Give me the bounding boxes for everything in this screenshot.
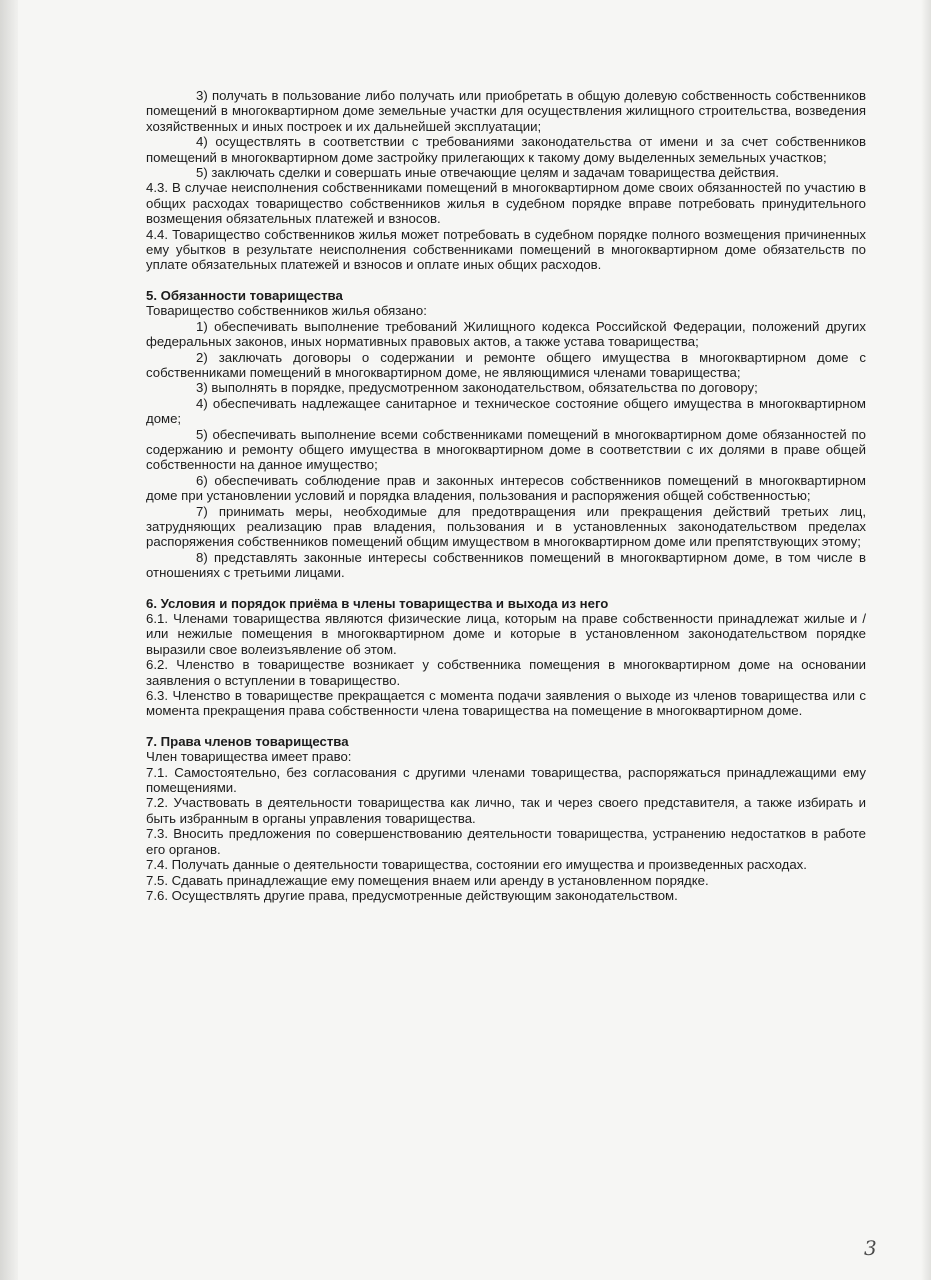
section-5-item-8: 8) представлять законные интересы собственников помещений в многоквартирном доме, в том числе в отношениях с третьими лицами. [146, 549, 866, 581]
page-right-edge [921, 0, 931, 1280]
paragraph-4-2-item-3: 3) получать в пользование либо получать или приобретать в общую долевую собственность собственников помещений в многоквартирном доме земельные участки для осуществления жилищного строительства, возведения хозяйственных и иных построек и их дальнейшей эксплуатации; [146, 88, 866, 134]
section-5-item-3: 3) выполнять в порядке, предусмотренном законодательством, обязательства по договору; [196, 380, 758, 396]
section-7-item-4: 7.4. Получать данные о деятельности товарищества, состоянии его имущества и произведенных расходах. [146, 857, 807, 873]
section-7-intro: Член товарищества имеет право: [146, 749, 352, 765]
section-7-item-3: 7.3. Вносить предложения по совершенствованию деятельности товарищества, устранению недостатков в работе его органов. [146, 826, 866, 857]
page-fold-shadow [0, 0, 18, 1280]
section-5-item-4: 4) обеспечивать надлежащее санитарное и техническое состояние общего имущества в многоквартирном доме; [146, 395, 866, 427]
section-7-item-1: 7.1. Самостоятельно, без согласования с другими членами товарищества, распоряжаться принадлежащими ему помещениями. [146, 764, 866, 796]
section-7-item-5: 7.5. Сдавать принадлежащие ему помещения внаем или аренду в установленном порядке. [146, 872, 709, 888]
document-body [146, 88, 866, 903]
paragraph-4-4: 4.4. Товарищество собственников жилья может потребовать в судебном порядке полного возмещения причиненных ему убытков в результате неисполнения собственниками помещений в многоквартирном доме обязательств по уплате обязательных платежей и взносов и оплате иных общих расходов. [146, 226, 866, 273]
section-6-title: 6. Условия и порядок приёма в члены товарищества и выхода из него [146, 595, 609, 611]
section-6-item-1: 6.1. Членами товарищества являются физические лица, которым на праве собственности принадлежат жилые и / или нежилые помещения в многоквартирном доме и которые в установленном законодательством порядке выразили свое волеизъявление об этом. [146, 611, 866, 657]
section-5-title: 5. Обязанности товарищества [146, 287, 343, 303]
section-7-item-6: 7.6. Осуществлять другие права, предусмотренные действующим законодательством. [146, 887, 678, 903]
paragraph-4-2-item-5: 5) заключать сделки и совершать иные отвечающие целям и задачам товарищества действия. [196, 165, 780, 181]
page-number: 3 [864, 1236, 877, 1260]
section-5-item-6: 6) обеспечивать соблюдение прав и законных интересов собственников помещений в многоквартирном доме при установлении условий и порядка владения, пользования и распоряжения общей собственностью; [146, 472, 866, 504]
section-7-title: 7. Права членов товарищества [146, 733, 349, 749]
paragraph-4-2-item-4: 4) осуществлять в соответствии с требованиями законодательства от имени и за счет собственников помещений в многоквартирном доме застройку прилегающих к такому дому выделенных земельных участков; [146, 134, 866, 165]
section-5-item-2: 2) заключать договоры о содержании и ремонте общего имущества в многоквартирном доме с собственниками помещений в многоквартирном доме, не являющимися членами товарищества; [146, 349, 866, 380]
section-6-item-2: 6.2. Членство в товариществе возникает у собственника помещения в многоквартирном доме на основании заявления о вступлении в товарищество. [146, 657, 866, 688]
section-6-item-3: 6.3. Членство в товариществе прекращается с момента подачи заявления о выходе из членов товарищества или с момента прекращения права собственности члена товарищества на помещение в многоквартирном доме. [146, 688, 866, 719]
section-7-item-2: 7.2. Участвовать в деятельности товарищества как лично, так и через своего представителя, а также избирать и быть избранным в органы управления товарищества. [146, 795, 866, 826]
section-5-item-7: 7) принимать меры, необходимые для предотвращения или прекращения действий третьих лиц, затрудняющих реализацию прав владения, пользования и в установленных законодательством пределах распоряжения собственников помещений общим имуществом в многоквартирном доме или препятствующих этому; [146, 503, 866, 550]
section-5-item-5: 5) обеспечивать выполнение всеми собственниками помещений в многоквартирном доме обязанностей по содержанию и ремонту общего имущества в многоквартирном доме в соответствии с их долями в праве общей собственности на данное имущество; [146, 426, 866, 473]
paragraph-4-3: 4.3. В случае неисполнения собственниками помещений в многоквартирном доме своих обязанностей по участию в общих расходах товарищество собственников жилья в судебном порядке вправе потребовать принудительного возмещения обязательных платежей и взносов. [146, 180, 866, 227]
section-5-item-1: 1) обеспечивать выполнение требований Жилищного кодекса Российской Федерации, положений других федеральных законов, иных нормативных правовых актов, а также устава товарищества; [146, 318, 866, 350]
section-5-intro: Товарищество собственников жилья обязано: [146, 303, 427, 319]
